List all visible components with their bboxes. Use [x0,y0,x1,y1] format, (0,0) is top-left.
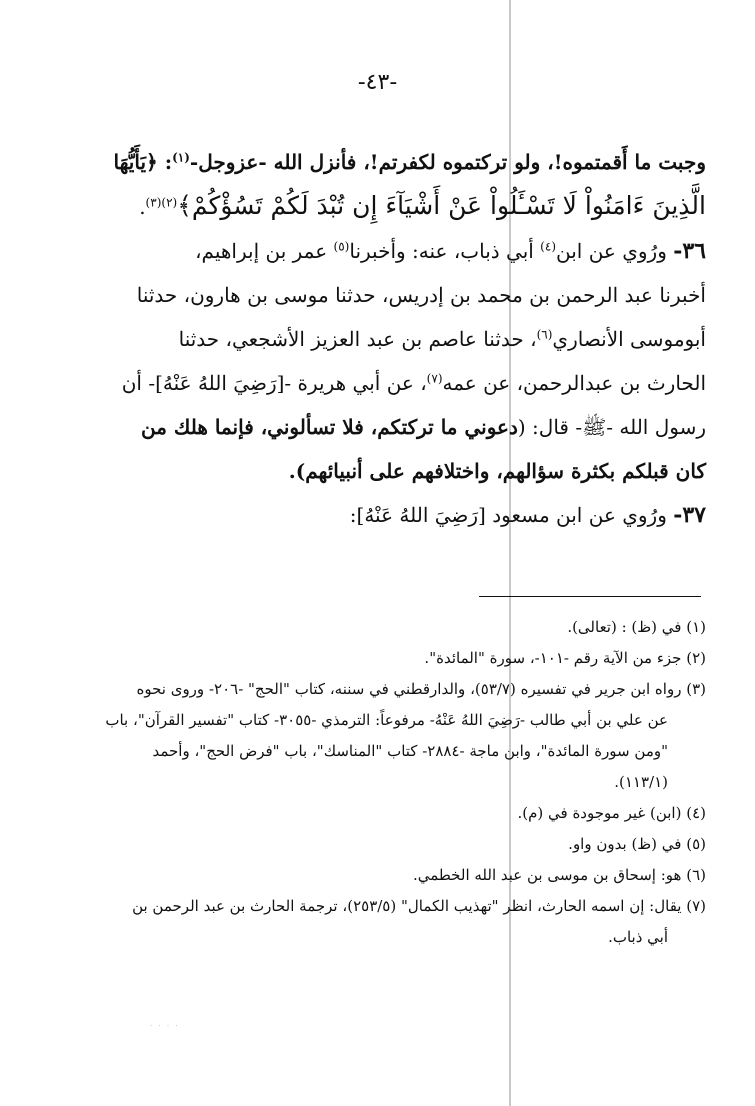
hadith-36-line-1 [40,229,706,273]
line1-tail: : ﴿يَأَيُّهَا [113,150,173,174]
h36-l3b: ، حدثنا عاصم بن عبد العزيز الأشجعي، حدثنا [178,327,537,351]
hadith-36-line-3 [40,317,706,361]
page-number: -٤٣- [357,70,398,95]
footnotes [40,612,706,953]
hadith-36-line-4 [40,361,706,405]
footnote-divider [479,596,701,597]
footnote-1: (١) في (ظ) : (تعالى). [567,618,706,636]
footnote-6: (٦) هو: إسحاق بن موسى بن عبد الله الخطمي. [412,866,706,884]
h36-l5a: رسول الله -ﷺ- قال: [532,415,706,439]
quran-verse: الَّذِينَ ءَامَنُواْ لَا تَسْـَٔلُواْ عَنْ أَشْيَآءَ إِن تُبْدَ لَكُمْ تَسُؤْكُمْ﴾ [177,191,706,220]
footnote-5: (٥) في (ظ) بدون واو. [568,835,706,853]
h36-l1c: عمر بن إبراهيم، [195,239,328,263]
scan-specks: · · · · [150,1022,180,1030]
text-line-1 [40,140,706,184]
footnote-3-line-1: (٣) رواه ابن جرير في تفسيره (٥٣/٧)، والدارقطني في سننه، كتاب "الحج" -٢٠٦- وروى نحوه [136,680,706,698]
footnote-2: (٢) جزء من الآية رقم -١٠١-، سورة "المائدة". [424,649,706,667]
footnote-ref-7: (٧) [426,371,443,386]
h36-l1a: ورُوي عن ابن [556,239,667,263]
footnote-7-line-2: أبي ذباب. [608,928,668,946]
h36-l4b: ، عن أبي هريرة -[رَضِيَ اللهُ عَنْهُ]- أن [121,371,427,395]
footnote-3-line-3: "ومن سورة المائدة"، وابن ماجة -٢٨٨٤- كتاب "المناسك"، باب "فرض الحج"، وأحمد [152,742,668,760]
footnote-ref-4: (٤) [540,239,556,254]
hadith-36-line-5: رسول الله -ﷺ- قال: (دعوني ما تركتكم، فلا تسألوني، فإنما هلك من [141,415,706,439]
hadith-36-line-2: أخبرنا عبد الرحمن بن محمد بن إدريس، حدثنا موسى بن هارون، حدثنا [136,283,706,307]
h37-text: ورُوي عن ابن مسعود [رَضِيَ اللهُ عَنْهُ]: [349,503,667,527]
h36-l5b: دعوني ما تركتكم، فلا تسألوني، فإنما هلك من [141,415,518,439]
footnote-3-line-2: عن علي بن أبي طالب -رَضِيَ اللهُ عَنْهُ- مرفوعاً: الترمذي -٣٠٥٥- كتاب "تفسير القرآن"، باب [105,711,668,729]
line1-text: وجبت ما أَقمتموه!، ولو تركتموه لكفرتم!، فأنزل الله -عزوجل- [189,150,706,174]
hadith-36-line-6: كان قبلكم بكثرة سؤالهم، واختلافهم على أنبيائهم). [288,459,706,483]
h36-l3a: أبوموسى الأنصاري [552,327,706,351]
h36-l1b: أبي ذباب، عنه: وأخبرنا [349,239,534,263]
footnote-3-line-4: (١١٣/١). [614,773,668,791]
footnote-ref-2-3: (٢)(٣) [145,195,178,210]
footnote-7-line-1: (٧) يقال: إن اسمه الحارث، انظر "تهذيب الكمال" (٢٥٣/٥)، ترجمة الحارث بن عبد الرحمن بن [132,897,706,915]
hadith-number-37: ٣٧- [673,502,706,528]
hadith-37-line [40,493,706,537]
footnote-ref-1: (١) [172,150,190,165]
hadith-number-36: ٣٦- [673,238,706,264]
h36-l4a: الحارث بن عبدالرحمن، عن عمه [442,371,706,395]
footnote-ref-6: (٦) [536,327,553,342]
footnote-ref-5: (٥) [333,239,350,254]
main-text [40,140,706,537]
footnote-4: (٤) (ابن) غير موجودة في (م). [517,804,706,822]
text-line-2: الَّذِينَ ءَامَنُواْ لَا تَسْـَٔلُواْ عَنْ أَشْيَآءَ إِن تُبْدَ لَكُمْ تَسُؤْكُمْ﴾$^{(٢)(٣)}$. [139,191,706,220]
